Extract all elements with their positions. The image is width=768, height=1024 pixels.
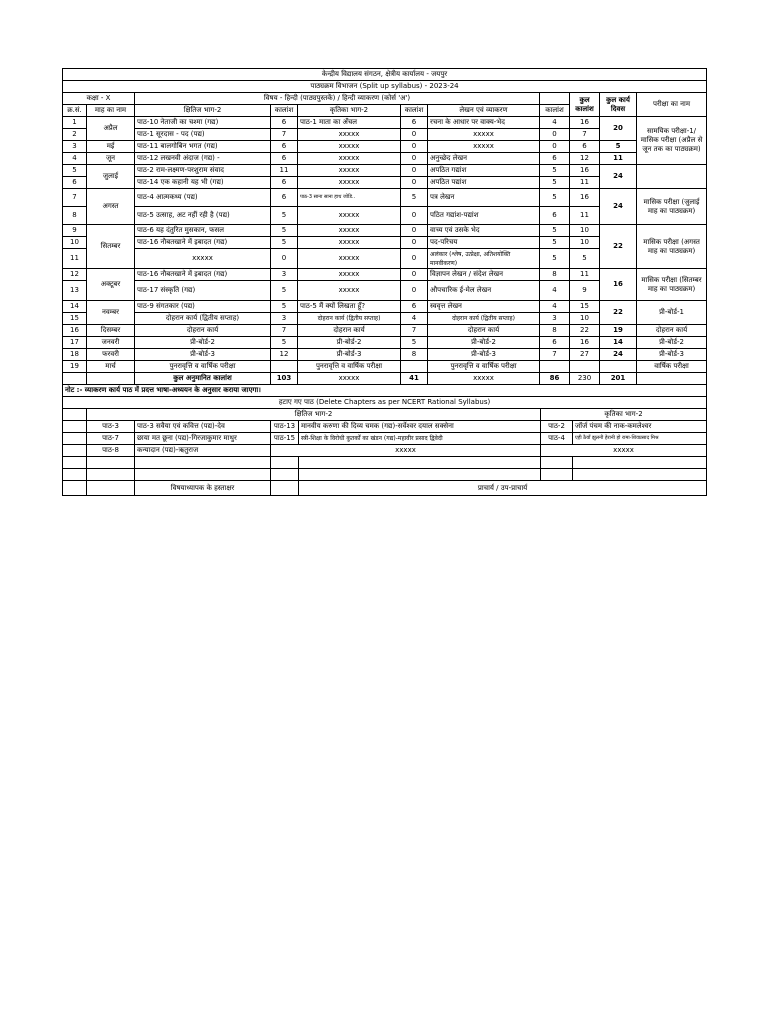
table-row: 6 पाठ-14 एक कहानी यह भी (गद्य) 6 xxxxx 0 अपठित पद्यांश 5 11 bbox=[63, 177, 707, 189]
exam-7: प्री-बोर्ड-2 bbox=[637, 337, 707, 349]
table-row: 10 पाठ-16 नौबतखाने में इबादत (गद्य) 5 xxxxx 0 पद-परिचय 5 10 bbox=[63, 237, 707, 249]
month-july: जुलाई bbox=[87, 165, 135, 189]
days-august: 24 bbox=[600, 189, 637, 225]
exam-1: सामयिक परीक्षा-1/मासिक परीक्षा (अप्रैल से जून तक का पाठ्यक्रम) bbox=[637, 117, 707, 165]
days-march bbox=[600, 361, 637, 373]
days-december: 19 bbox=[600, 325, 637, 337]
days-july: 24 bbox=[600, 165, 637, 189]
days-may: 5 bbox=[600, 141, 637, 153]
col-kshitij: क्षितिज भाग-2 bbox=[135, 105, 271, 117]
month-june: जून bbox=[87, 153, 135, 165]
table-row: 14 नवम्बर पाठ-9 संगतकार (पद्य) 5 पाठ-5 मैं क्यों लिखता हूँ? 6 स्ववृत्त लेखन 4 15 22 प्री-बोर्ड-1 bbox=[63, 301, 707, 313]
col-periods: कालांश bbox=[401, 105, 428, 117]
table-row: 8 पाठ-5 उत्साह, अट नहीं रही है (पद्य) 5 xxxxx 0 पठित गद्यांश-पद्यांश 6 11 bbox=[63, 207, 707, 225]
exam-4: मासिक परीक्षा (सितम्बर माह का पाठ्यक्रम) bbox=[637, 269, 707, 301]
subject-label: विषय - हिन्दी (पाठ्यपुस्तकें) / हिन्दी व्याकरण (कोर्स 'अ') bbox=[135, 93, 540, 105]
class-label: कक्षा - X bbox=[63, 93, 135, 105]
exam-8: प्री-बोर्ड-3 bbox=[637, 349, 707, 361]
days-january: 14 bbox=[600, 337, 637, 349]
month-november: नवम्बर bbox=[87, 301, 135, 325]
table-row: 18 फरवरी प्री-बोर्ड-3 12 प्री-बोर्ड-3 8 प्री-बोर्ड-3 7 27 24 प्री-बोर्ड-3 bbox=[63, 349, 707, 361]
days-february: 24 bbox=[600, 349, 637, 361]
days-october: 16 bbox=[600, 269, 637, 301]
exam-9: वार्षिक परीक्षा bbox=[637, 361, 707, 373]
month-december: दिसम्बर bbox=[87, 325, 135, 337]
exam-3: मासिक परीक्षा (अगस्त माह का पाठ्यक्रम) bbox=[637, 225, 707, 269]
org-name: केन्द्रीय विद्यालय संगठन, क्षेत्रीय कार्यालय - जयपुर bbox=[63, 69, 707, 81]
deleted-chapters-table bbox=[62, 397, 707, 496]
col-periods: कालांश bbox=[271, 105, 298, 117]
table-row: पाठ-3 पाठ-3 सवैया एवं कवित्त (पद्य)-देव पाठ-13 मानवीय करुणा की दिव्य चमक (गद्य)-सर्वेश्वर दयाल सक्सेना पाठ-2 जॉर्ज पंचम की नाक-कमलेश्वर bbox=[63, 421, 707, 433]
col-exam: परीक्षा का नाम bbox=[637, 93, 707, 117]
days-june: 11 bbox=[600, 153, 637, 165]
table-row: 9 सितम्बर पाठ-6 यह दंतुरित मुसकान, फसल 5 xxxxx 0 वाच्य एवं उसके भेद 5 10 22 मासिक परीक्षा (अगस्त माह का पाठ्यक्रम) bbox=[63, 225, 707, 237]
teacher-signature: विषयाध्यापक के हस्ताक्षर bbox=[135, 481, 271, 496]
col-total-periods: कुल कालांश bbox=[570, 93, 600, 117]
table-row: 19 मार्च पुनरावृत्ति व वार्षिक परीक्षा पुनरावृत्ति व वार्षिक परीक्षा पुनरावृत्ति व वार्षिक परीक्षा वार्षिक परीक्षा bbox=[63, 361, 707, 373]
table-row: 15 दोहरान कार्य (द्वितीय सप्ताह) 3 दोहरान कार्य (द्वितीय सप्ताह) 4 दोहरान कार्य (द्वितीय सप्ताह) 3 10 bbox=[63, 313, 707, 325]
month-august: अगस्त bbox=[87, 189, 135, 225]
totals-row: कुल अनुमानित कालांश 103 xxxxx 41 xxxxx 86 230 201 bbox=[63, 373, 707, 385]
deleted-kshitij-head: क्षितिज भाग-2 bbox=[87, 409, 541, 421]
deleted-title: हटाए गए पाठ (Delete Chapters as per NCERT Rational Syllabus) bbox=[63, 397, 707, 409]
table-row: 5 जुलाई पाठ-2 राम-लक्ष्मण-परशुराम संवाद 11 xxxxx 0 अपठित गद्यांश 5 16 24 bbox=[63, 165, 707, 177]
table-row: 4 जून पाठ-12 लखनवी अंदाज (गद्य) - 6 xxxxx 0 अनुच्छेद लेखन 6 12 11 bbox=[63, 153, 707, 165]
totals-label: कुल अनुमानित कालांश bbox=[135, 373, 271, 385]
sheet-title: पाठ्यक्रम विभाजन (Split up syllabus) - 2023-24 bbox=[63, 81, 707, 93]
col-kritika: कृतिका भाग-2 bbox=[298, 105, 401, 117]
table-row: 2 पाठ-1 सूरदास - पद (पद्य) 7 xxxxx 0 xxxxx 0 7 bbox=[63, 129, 707, 141]
table-row: 1 अप्रैल पाठ-10 नेताजी का चश्मा (गद्य) 6 पाठ-1 माता का अँचल 6 रचना के आधार पर वाक्य-भेद 4 16 20 सामयिक परीक्षा-1/मासिक परीक्षा (अप्रैल से जून तक का पाठ्यक्रम) bbox=[63, 117, 707, 129]
month-october: अक्टूबर bbox=[87, 269, 135, 301]
days-november: 22 bbox=[600, 301, 637, 325]
table-row: 17 जनवरी प्री-बोर्ड-2 5 प्री-बोर्ड-2 5 प्री-बोर्ड-2 6 16 14 प्री-बोर्ड-2 bbox=[63, 337, 707, 349]
note: नोट :- व्याकरण कार्य पाठ में प्रदत्त भाषा-अध्ययन के अनुसार कराया जाएगा। bbox=[63, 385, 707, 397]
table-row: 16 दिसम्बर दोहरान कार्य 7 दोहरान कार्य 7 दोहरान कार्य 8 22 19 दोहरान कार्य bbox=[63, 325, 707, 337]
col-periods: कालांश bbox=[540, 105, 570, 117]
month-march: मार्च bbox=[87, 361, 135, 373]
col-month: माह का नाम bbox=[87, 105, 135, 117]
col-working-days: कुल कार्य दिवस bbox=[600, 93, 637, 117]
syllabus-sheet bbox=[62, 68, 706, 496]
month-may: मई bbox=[87, 141, 135, 153]
col-writing: लेखन एवं व्याकरण bbox=[428, 105, 540, 117]
table-row: पाठ-7 छाया मत छूना (पद्य)-गिरजाकुमार माथुर पाठ-15 स्त्री-शिक्षा के विरोधी कुतर्कों का खंडन (गद्य)-महावीर प्रसाद द्विवेदी पाठ-4 एही ठैयाँ झुलनी हेरानी हो रामा-शिवप्रसाद मिश्र bbox=[63, 433, 707, 445]
table-row: 7 अगस्त पाठ-4 आत्मकथ्य (पद्य) 6 पाठ-3 साना साना हाथ जोडि.. 5 पत्र लेखन 5 16 24 मासिक परीक्षा (जुलाई माह का पाठ्यक्रम) bbox=[63, 189, 707, 207]
principal-signature: प्राचार्य / उप-प्राचार्य bbox=[299, 481, 707, 496]
month-february: फरवरी bbox=[87, 349, 135, 361]
col-sr: क्र.सं. bbox=[63, 105, 87, 117]
month-april: अप्रैल bbox=[87, 117, 135, 141]
syllabus-table bbox=[62, 68, 707, 397]
exam-5: प्री-बोर्ड-1 bbox=[637, 301, 707, 325]
days-september: 22 bbox=[600, 225, 637, 269]
exam-6: दोहरान कार्य bbox=[637, 325, 707, 337]
days-april: 20 bbox=[600, 117, 637, 141]
table-row: 12 अक्टूबर पाठ-16 नौबतखाने में इबादत (गद्य) 3 xxxxx 0 विज्ञापन लेखन / संदेश लेखन 8 11 16 मासिक परीक्षा (सितम्बर माह का पाठ्यक्रम) bbox=[63, 269, 707, 281]
deleted-kritika-head: कृतिका भाग-2 bbox=[541, 409, 707, 421]
table-row: 3 मई पाठ-11 बालगोबिन भगत (गद्य) 6 xxxxx 0 xxxxx 0 6 5 bbox=[63, 141, 707, 153]
month-january: जनवरी bbox=[87, 337, 135, 349]
table-row: 11 xxxxx 0 xxxxx 0 अलंकार (श्लेष, उत्प्रेक्षा, अतिशयोक्ति मानवीकरण) 5 5 bbox=[63, 249, 707, 269]
exam-2: मासिक परीक्षा (जुलाई माह का पाठ्यक्रम) bbox=[637, 189, 707, 225]
table-row: 13 पाठ-17 संस्कृति (गद्य) 5 xxxxx 0 औपचारिक ई-मेल लेखन 4 9 bbox=[63, 281, 707, 301]
table-row: पाठ-8 कन्यादान (पद्य)-ऋतुराज xxxxx xxxxx bbox=[63, 445, 707, 457]
month-september: सितम्बर bbox=[87, 225, 135, 269]
